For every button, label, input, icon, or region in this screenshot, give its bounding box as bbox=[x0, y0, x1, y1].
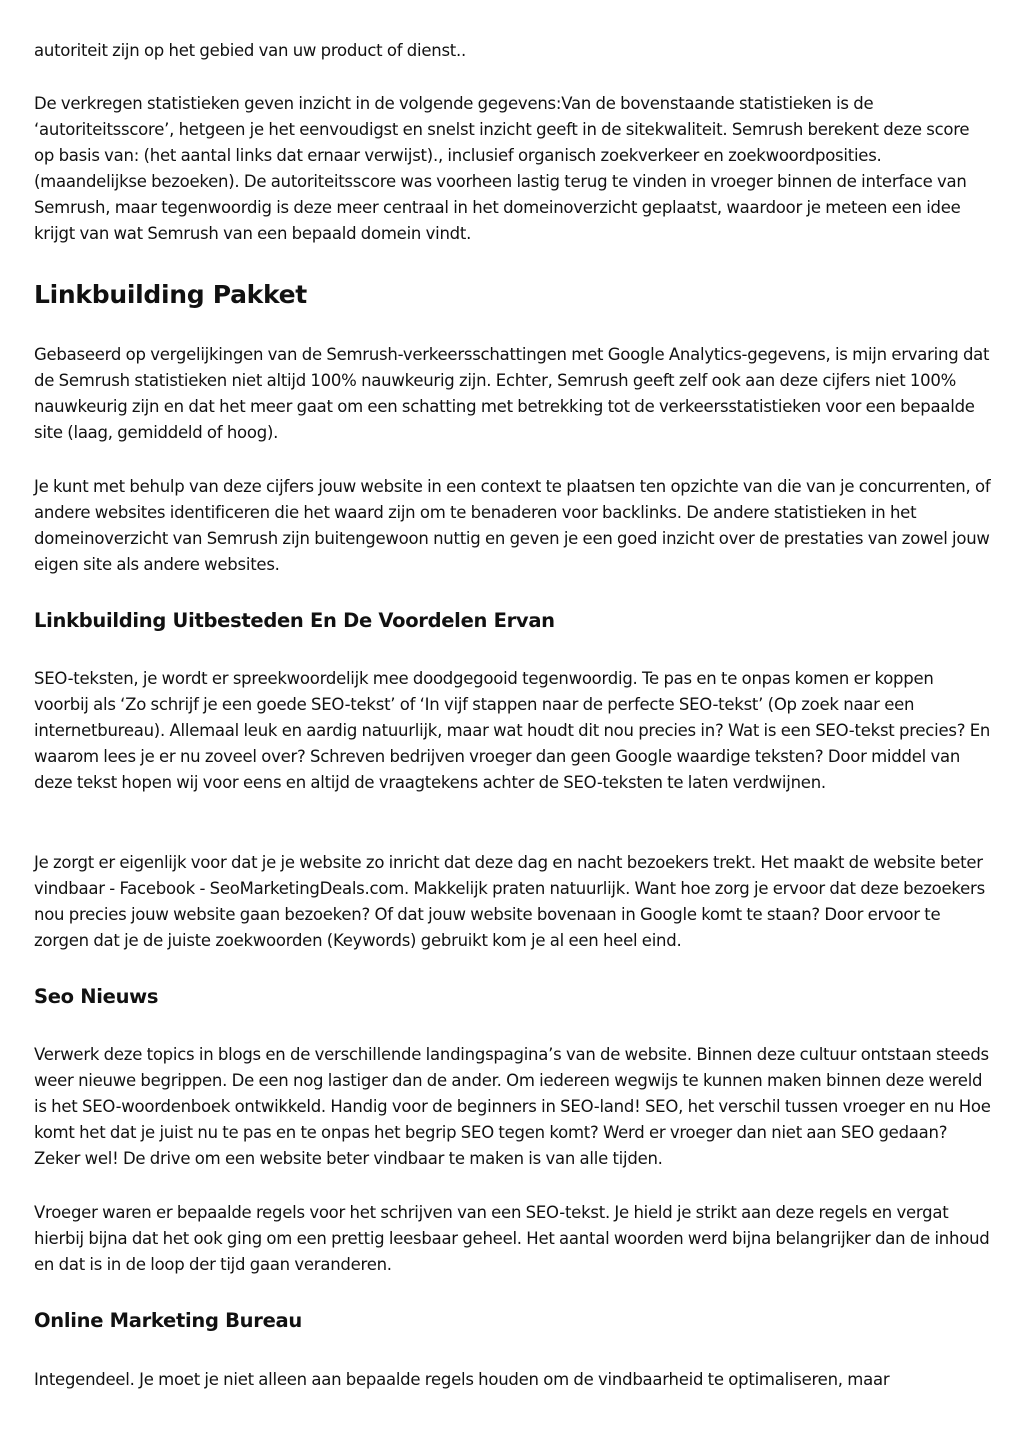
heading-linkbuilding-uitbesteden: Linkbuilding Uitbesteden En De Voordelen Ervan bbox=[34, 609, 555, 632]
heading-seo-nieuws: Seo Nieuws bbox=[34, 985, 159, 1008]
paragraph-topics: Verwerk deze topics in blogs en de verschillende landingspagina’s van de website. Binnen deze cultuur ontstaan steeds weer nieuwe begrippen. De een nog lastiger dan de ander. Om iedereen wegwijs te kunnen maken binnen deze wereld is het SEO-woordenboek ontwikkeld. Handig voor de beginners in SEO-land! SEO, het verschil tussen vroeger en nu Hoe komt het dat je juist nu te pas en te onpas het begrip SEO tegen komt? Werd er vroeger dan niet aan SEO gedaan? Zeker wel! De drive om een website beter vindbaar te maken is van alle tijden. bbox=[34, 1045, 991, 1168]
paragraph-statistics: De verkregen statistieken geven inzicht in de volgende gegevens:Van de bovenstaande statistieken is de ‘autoriteitsscore’, hetgeen je het eenvoudigst en snelst inzicht geeft in de sitekwaliteit. Semrush berekent deze score op basis van: (het aantal links dat ernaar verwijst)., inclusief organisch zoekverkeer en zoekwoordposities. (maandelijkse bezoeken). De autoriteitsscore was voorheen lastig terug te vinden in vroeger binnen de interface van Semrush, maar tegenwoordig is deze meer centraal in het domeinoverzicht geplaatst, waardoor je meteen een idee krijgt van wat Semrush van een bepaald domein vindt. bbox=[34, 94, 970, 243]
paragraph-integendeel: Integendeel. Je moet je niet alleen aan bepaalde regels houden om de vindbaarheid te optimaliseren, maar bbox=[34, 1370, 890, 1389]
paragraph-semrush-accuracy: Gebaseerd op vergelijkingen van de Semrush-verkeersschattingen met Google Analytics-gegevens, is mijn ervaring dat de Semrush statistieken niet altijd 100% nauwkeurig zijn. Echter, Semrush geeft zelf ook aan deze cijfers niet 100% nauwkeurig zijn en dat het meer gaat om een schatting met betrekking tot de verkeersstatistieken voor een bepaalde site (laag, gemiddeld of hoog). bbox=[34, 345, 990, 442]
heading-linkbuilding-pakket: Linkbuilding Pakket bbox=[34, 280, 307, 309]
paragraph-context: Je kunt met behulp van deze cijfers jouw website in een context te plaatsen ten opzichte van die van je concurrenten, of andere websites identificeren die het waard zijn om te benaderen voor backlinks. De andere statistieken in het domeinoverzicht van Semrush zijn buitengewoon nuttig en geven je een goed inzicht over de prestaties van zowel jouw eigen site als andere websites. bbox=[34, 477, 991, 574]
paragraph-seo-teksten: SEO-teksten, je wordt er spreekwoordelijk mee doodgegooid tegenwoordig. Te pas en te onpas komen er koppen voorbij als ‘Zo schrijf je een goede SEO-tekst’ of ‘In vijf stappen naar de perfecte SEO-tekst’ (Op zoek naar een internetbureau). Allemaal leuk en aardig natuurlijk, maar wat houdt dit nou precies in? Wat is een SEO-tekst precies? En waarom lees je er nu zoveel over? Schreven bedrijven vroeger dan geen Google waardige teksten? Door middel van deze tekst hopen wij voor eens en altijd de vraagtekens achter de SEO-teksten te laten verdwijnen. bbox=[34, 669, 991, 792]
paragraph-intro-end: autoriteit zijn op het gebied van uw product of dienst.. bbox=[34, 41, 466, 60]
paragraph-vroeger-regels: Vroeger waren er bepaalde regels voor het schrijven van een SEO-tekst. Je hield je strikt aan deze regels en vergat hierbij bijna dat het ook ging om een prettig leesbaar geheel. Het aantal woorden werd bijna belangrijker dan de inhoud en dat is in de loop der tijd gaan veranderen. bbox=[34, 1203, 990, 1274]
heading-online-marketing-bureau: Online Marketing Bureau bbox=[34, 1309, 302, 1332]
paragraph-website-inrichten: Je zorgt er eigenlijk voor dat je je website zo inricht dat deze dag en nacht bezoekers trekt. Het maakt de website beter vindbaar - Facebook - SeoMarketingDeals.com. Makkelijk praten natuurlijk. Want hoe zorg je ervoor dat deze bezoekers nou precies jouw website gaan bezoeken? Of dat jouw website bovenaan in Google komt te staan? Door ervoor te zorgen dat je de juiste zoekwoorden (Keywords) gebruikt kom je al een heel eind. bbox=[34, 853, 985, 950]
